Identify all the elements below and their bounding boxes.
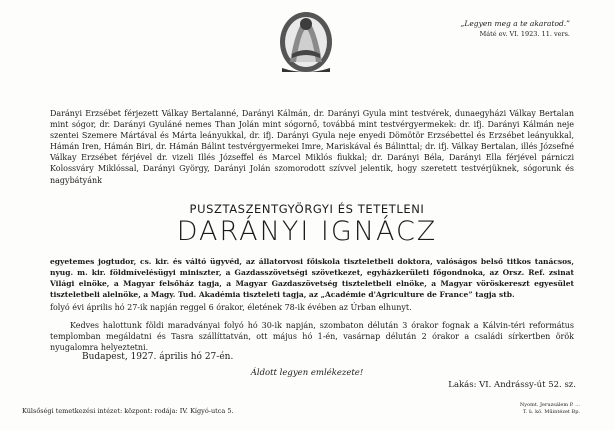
footer-right <box>520 402 580 415</box>
address: Lakás: VI. Andrássy-út 52. sz. <box>448 380 576 390</box>
motto <box>460 18 570 40</box>
funeral-notice: Kedves halottunk földi maradványai folyó hó 30-ik napján, szombaton délután 3 órakor fognak a Kálvin-téri református templomban megáldatni és Tasra szállíttatván, ott május hó 1-én, vasárnap délután 2 órakor a családi sírkertben örök nyugalomra helyeztetni. <box>50 321 574 352</box>
pieta-emblem <box>276 4 336 74</box>
dateline: Budapest, 1927. április hó 27-én. <box>82 352 234 362</box>
deceased-titles: egyetemes jogtudor, cs. kir. és váltó ügyvéd, az állatorvosi főiskola tiszteletbeli doktora, valóságos belső titkos tanácsos, nyug. m. kir. földmívelésügyi miniszter, a Gazdasszövetségi szövetkezet, egyházkerületi főgondnoka, az Orsz. Ref. zsinat Világi elnöke, a Magyar felsőház tagja, a Magyar Gazdaszövetség tiszteletbeli elnöke, a Magyar vöröskereszt egyesület tiszteletbeli alelnöke, a Magy. Tud. Akadémia tiszteleti tagja, az „Académie d'Agriculture de France” tagja stb. <box>50 257 574 299</box>
footer-left: Külsőségi temetkezési intézet: központ: rodája: IV. Kígyó-utca 5. <box>22 407 234 415</box>
blessing: Áldott legyen emlékezete! <box>250 368 364 378</box>
footer-right-line-2: T. ü. kö. Műintézet Bp. <box>522 408 580 415</box>
footer-right-line-1: Nyomt. Jeruzsálem P. ... <box>519 402 580 408</box>
death-notice: folyó évi április hó 27-ik napján reggel 6 órakor, életének 78-ik évében az Úrban elhunyt. <box>50 303 412 312</box>
name-prefix: PUSZTASZENTGYÖRGYI ÉS TETETLENI <box>189 202 425 216</box>
motto-text: „Legyen meg a te akaratod.” <box>460 19 570 28</box>
family-announcement: Darányi Erzsébet férjezett Válkay Bertalanné, Darányi Kálmán, dr. Darányi Gyula mint testvérek, dunaegyházi Válkay Bertalan mint sógor, dr. Darányi Gyuláné nemes Than Jolán mint sógornő, továbbá mint testvérgyermekek: dr. ifj. Darányi Kálmán neje szentei Szemere Mártával és Márta leányukkal, dr. ifj. Darányi Gyula neje enyedi Dömötör Erzsébettel és Erzsébet leányukkal, Hámán Iren, Hámán Biri, dr. Hámán Bálint testvérgyermekei Imre, Mariskával és Bálinttal; dr. ifj. Válkay Bertalan, illés Józsefné Válkay Erzsébet férjével dr. vizeli Illés Józseffel és Marcel Miklós fiukkal; dr. Darányi Béla, Darányi Ella férjével párniczi Kolossváry Miklóssal, Darányi György, Darányi Jolán szomorodott szívvel jelentik, hogy szeretett testvérjüknek, sógorunk és nagybátyánk <box>50 109 574 185</box>
motto-source: Máté ev. VI. 1923. 11. vers. <box>479 30 570 38</box>
deceased-name: DARÁNYI IGNÁCZ <box>176 216 438 247</box>
